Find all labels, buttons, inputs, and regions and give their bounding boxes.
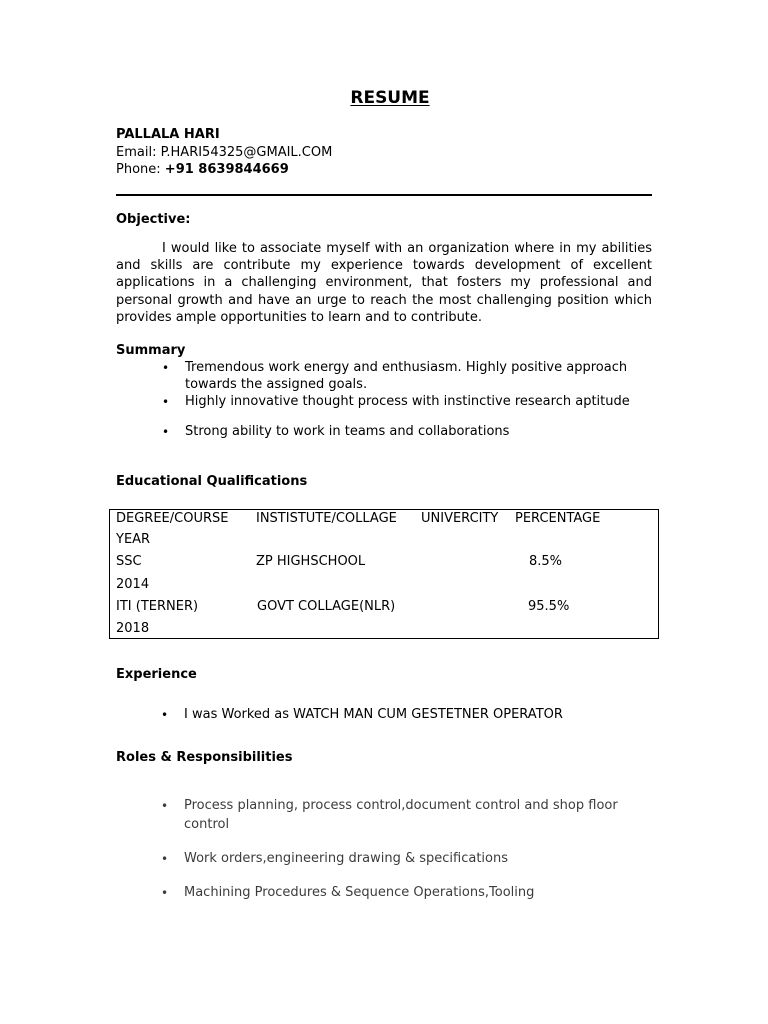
table-cell-degree: ITI (TERNER) xyxy=(116,599,199,614)
phone-label: Phone: xyxy=(116,162,165,177)
table-cell-institute: ZP HIGHSCHOOL xyxy=(256,554,366,569)
roles-item: Machining Procedures & Sequence Operations,Tooling xyxy=(184,885,535,900)
phone-value: +91 8639844669 xyxy=(164,162,289,177)
experience-item: I was Worked as WATCH MAN CUM GESTETNER OPERATOR xyxy=(184,707,563,722)
resume-title: RESUME xyxy=(350,88,430,108)
table-cell-year: 2018 xyxy=(116,621,150,636)
summary-item: Highly innovative thought process with instinctive research aptitude xyxy=(185,394,630,409)
table-cell-percentage: 8.5% xyxy=(529,554,563,569)
experience-heading: Experience xyxy=(116,667,197,682)
column-header-year: YEAR xyxy=(116,532,151,547)
phone-line xyxy=(116,162,289,177)
roles-item: Work orders,engineering drawing & specifications xyxy=(184,851,508,866)
summary-item: Tremendous work energy and enthusiasm. Highly positive approach xyxy=(185,360,628,375)
summary-item: Strong ability to work in teams and collaborations xyxy=(185,424,510,439)
summary-heading: Summary xyxy=(116,343,186,358)
bullet-icon: • xyxy=(161,799,169,813)
roles-item: Process planning, process control,document control and shop floor xyxy=(184,798,618,813)
column-header-percentage: PERCENTAGE xyxy=(515,511,601,526)
table-cell-degree: SSC xyxy=(116,554,142,569)
bullet-icon: • xyxy=(161,886,169,900)
bullet-icon: • xyxy=(162,395,170,409)
email-line: Email: P.HARI54325@GMAIL.COM xyxy=(116,145,333,160)
objective-text: I would like to associate myself with an organization where in my abilities and skills are contribute my experience towards development of excellent applications in a challenging environment, that fosters my professional and personal growth and have an urge to reach the most challenging position which provides ample opportunities to learn and to contribute. xyxy=(116,241,652,325)
candidate-name: PALLALA HARI xyxy=(116,127,220,142)
table-cell-institute: GOVT COLLAGE(NLR) xyxy=(257,599,396,614)
objective-heading: Objective: xyxy=(116,212,191,227)
bullet-icon: • xyxy=(162,361,170,375)
column-header-degree: DEGREE/COURSE xyxy=(116,511,229,526)
column-header-institute: INSTISTUTE/COLLAGE xyxy=(256,511,397,526)
roles-item-continued: control xyxy=(184,817,230,832)
summary-item-continued: towards the assigned goals. xyxy=(185,377,368,392)
education-heading: Educational Qualifications xyxy=(116,474,308,489)
table-cell-percentage: 95.5% xyxy=(528,599,570,614)
column-header-university: UNIVERCITY xyxy=(421,511,499,526)
education-table xyxy=(109,509,659,639)
table-cell-year: 2014 xyxy=(116,577,150,592)
bullet-icon: • xyxy=(161,852,169,866)
bullet-icon: • xyxy=(162,425,170,439)
bullet-icon: • xyxy=(161,708,169,722)
roles-heading: Roles & Responsibilities xyxy=(116,750,293,765)
header-divider xyxy=(116,194,652,196)
